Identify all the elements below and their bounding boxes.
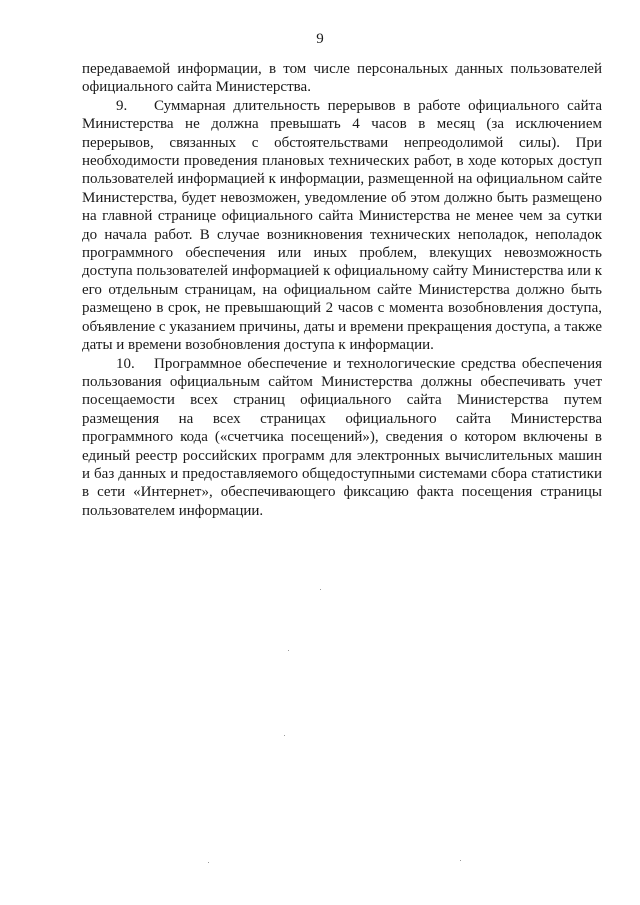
document-body [82,60,602,520]
paragraph-number: 9. [116,97,128,114]
paragraph-text: Суммарная длительность перерывов в работе официального сайта Министерства не должна превышать 4 часов в месяц (за исключением перерывов, связанных с обстоятельствами непреодолимой силы). При необходимости проведения плановых технических работ, в ходе которых доступ пользователей информацией к информации, размещенной на официальном сайте Министерства, будет невозможен, уведомление об этом должно быть размещено на главной странице официального сайта Министерства не менее чем за сутки до начала работ. В случае возникновения технических неполадок, неполадок программного обеспечения или иных проблем, влекущих невозможность доступа пользователей информацией к официальному сайту Министерства или к его отдельным страницам, на официальном сайте Министерства должно быть размещено в срок, не превышающий 2 часов с момента возобновления доступа, объявление с указанием причины, даты и времени прекращения доступа, а также даты и времени возобновления доступа к информации. [82,97,602,354]
paragraph-9 [82,97,602,355]
scan-speck [288,650,289,651]
paragraph-10 [82,355,602,521]
paragraph-continuation: передаваемой информации, в том числе персональных данных пользователей официального сайта Министерства. [82,61,602,96]
scan-speck [460,860,461,861]
scan-speck [284,735,285,736]
paragraph-number: 10. [116,355,135,372]
scan-speck [320,589,321,590]
scan-speck [208,862,209,863]
page-number: 9 [316,31,324,47]
paragraph-text: Программное обеспечение и технологические средства обеспечения пользования официальным сайтом Министерства должны обеспечивать учет посещаемости всех страниц официального сайта Министерства путем размещения на всех страницах официального сайта Министерства программного кода («счетчика посещений»), сведения о котором включены в единый реестр российских программ для электронных вычислительных машин и баз данных и предоставляемого общедоступными системами сбора статистики в сети «Интернет», обеспечивающего фиксацию факта посещения страницы пользователем информации. [82,355,602,519]
